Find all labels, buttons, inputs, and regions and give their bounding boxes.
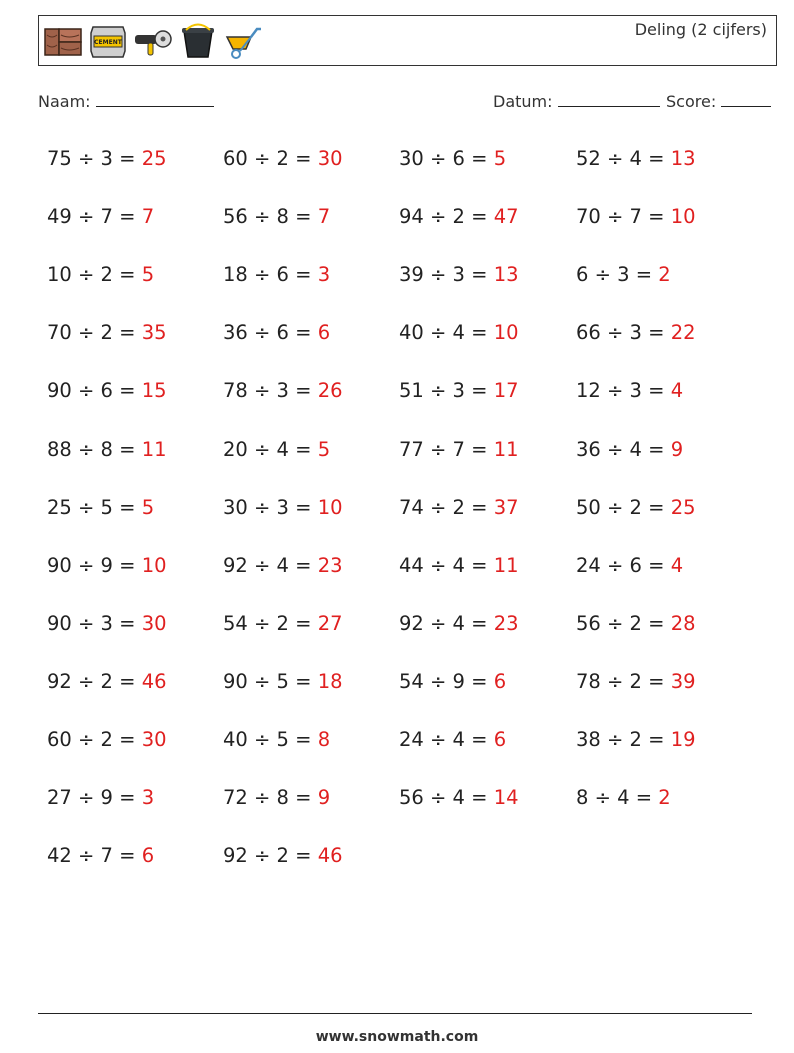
problem-item — [47, 321, 167, 344]
date-blank-line[interactable] — [558, 92, 660, 107]
problem-question: 49 ÷ 7 = — [47, 205, 142, 229]
angle-grinder-icon — [133, 21, 173, 61]
wood-planks-icon — [43, 21, 83, 61]
problem-answer: 6 — [317, 321, 331, 345]
problem-answer: 23 — [317, 553, 343, 577]
problem-question: 24 ÷ 4 = — [399, 728, 494, 751]
problem-question: 92 ÷ 4 = — [399, 611, 494, 635]
problem-answer: 8 — [317, 728, 331, 751]
problem-question: 20 ÷ 4 = — [223, 437, 318, 461]
problem-question: 94 ÷ 2 = — [399, 205, 494, 229]
problem-answer: 6 — [493, 669, 507, 693]
problem-item — [223, 438, 330, 461]
problem-question: 70 ÷ 7 = — [576, 205, 671, 229]
problem-question: 90 ÷ 9 = — [47, 553, 142, 577]
problem-question: 24 ÷ 6 = — [576, 553, 671, 577]
problem-item — [576, 496, 696, 519]
problem-question: 52 ÷ 4 = — [576, 147, 671, 170]
problem-answer: 11 — [493, 437, 519, 461]
problem-question: 6 ÷ 3 = — [576, 263, 659, 287]
problem-item — [223, 205, 330, 228]
score-field[interactable] — [666, 92, 771, 111]
problem-item — [576, 147, 696, 170]
problem-answer: 19 — [670, 728, 696, 751]
problem-question: 36 ÷ 4 = — [576, 437, 671, 461]
problem-item — [576, 786, 671, 809]
problem-answer: 9 — [670, 437, 684, 461]
wheelbarrow-icon — [223, 21, 263, 61]
problem-question: 92 ÷ 2 = — [223, 844, 318, 868]
problem-answer: 7 — [141, 205, 155, 229]
problem-answer: 4 — [670, 379, 684, 403]
problem-question: 44 ÷ 4 = — [399, 553, 494, 577]
problem-answer: 22 — [670, 321, 696, 345]
problem-question: 10 ÷ 2 = — [47, 263, 142, 287]
problem-question: 25 ÷ 5 = — [47, 495, 142, 519]
problem-item — [399, 263, 519, 286]
problem-answer: 6 — [493, 728, 507, 751]
problem-answer: 25 — [670, 495, 696, 519]
problem-answer: 35 — [141, 321, 167, 345]
problem-item — [576, 554, 683, 577]
problem-item — [399, 496, 519, 519]
problem-question: 70 ÷ 2 = — [47, 321, 142, 345]
problem-answer: 5 — [141, 495, 155, 519]
problem-answer: 13 — [670, 147, 696, 170]
problem-item — [399, 321, 519, 344]
problem-answer: 7 — [317, 205, 331, 229]
problem-answer: 23 — [493, 611, 519, 635]
problem-item — [576, 438, 683, 461]
problem-answer: 4 — [670, 553, 684, 577]
cement-label: CEMENT — [94, 39, 122, 46]
problem-question: 74 ÷ 2 = — [399, 495, 494, 519]
problem-item — [47, 263, 154, 286]
problem-answer: 30 — [141, 728, 167, 751]
problem-question: 92 ÷ 2 = — [47, 669, 142, 693]
problem-item — [399, 554, 519, 577]
problem-answer: 10 — [670, 205, 696, 229]
problem-answer: 14 — [493, 786, 519, 810]
problem-question: 18 ÷ 6 = — [223, 263, 318, 287]
problem-question: 40 ÷ 4 = — [399, 321, 494, 345]
problem-answer: 25 — [141, 147, 167, 170]
problem-item — [223, 670, 343, 693]
problem-answer: 11 — [141, 437, 167, 461]
problem-question: 75 ÷ 3 = — [47, 147, 142, 170]
problem-item — [576, 670, 696, 693]
cement-bag-icon — [88, 21, 128, 61]
name-label: Naam: — [38, 92, 91, 111]
problem-item — [223, 612, 343, 635]
problem-item — [576, 321, 696, 344]
problem-question: 12 ÷ 3 = — [576, 379, 671, 403]
problem-question: 50 ÷ 2 = — [576, 495, 671, 519]
problem-question: 30 ÷ 3 = — [223, 495, 318, 519]
problem-answer: 18 — [317, 669, 343, 693]
score-blank-line[interactable] — [721, 92, 771, 107]
problem-question: 56 ÷ 4 = — [399, 786, 494, 810]
problem-item — [223, 321, 330, 344]
problem-answer: 2 — [658, 263, 671, 287]
problem-question: 36 ÷ 6 = — [223, 321, 318, 345]
worksheet-header — [38, 15, 777, 66]
problem-question: 39 ÷ 3 = — [399, 263, 494, 287]
problem-item — [223, 496, 343, 519]
name-blank-line[interactable] — [96, 92, 214, 107]
problem-answer: 13 — [493, 263, 519, 287]
problem-item — [399, 438, 519, 461]
problem-item — [223, 728, 330, 751]
footer-url[interactable]: www.snowmath.com — [315, 1029, 479, 1045]
problem-item — [399, 379, 519, 402]
problem-answer: 47 — [493, 205, 519, 229]
problem-answer: 6 — [141, 844, 155, 868]
problem-answer: 9 — [317, 786, 331, 810]
problem-item — [399, 728, 506, 751]
problem-question: 92 ÷ 4 = — [223, 553, 318, 577]
problem-question: 77 ÷ 7 = — [399, 437, 494, 461]
problem-item — [47, 205, 154, 228]
problem-item — [399, 147, 506, 170]
problem-question: 38 ÷ 2 = — [576, 728, 671, 751]
problem-question: 60 ÷ 2 = — [223, 147, 318, 170]
problem-item — [47, 786, 154, 809]
problem-answer: 10 — [141, 553, 167, 577]
problem-item — [576, 379, 683, 402]
problem-answer: 46 — [141, 669, 167, 693]
problem-item — [223, 147, 343, 170]
problem-item — [576, 263, 671, 286]
date-field[interactable] — [493, 92, 660, 111]
name-field[interactable] — [38, 92, 214, 111]
problem-answer: 5 — [493, 147, 507, 170]
problem-item — [47, 496, 154, 519]
problem-item — [47, 379, 167, 402]
worksheet-title: Deling (2 cijfers) — [634, 20, 767, 39]
problem-question: 90 ÷ 3 = — [47, 611, 142, 635]
problem-answer: 37 — [493, 495, 519, 519]
problem-item — [399, 205, 519, 228]
problem-question: 56 ÷ 8 = — [223, 205, 318, 229]
problem-item — [399, 670, 506, 693]
problem-answer: 26 — [317, 379, 343, 403]
problem-item — [47, 844, 154, 867]
problem-answer: 10 — [317, 495, 343, 519]
problem-item — [223, 786, 330, 809]
problem-question: 40 ÷ 5 = — [223, 728, 318, 751]
score-label: Score: — [666, 92, 717, 111]
problem-item — [47, 147, 167, 170]
problem-item — [576, 612, 696, 635]
problem-question: 8 ÷ 4 = — [576, 786, 659, 810]
problem-question: 42 ÷ 7 = — [47, 844, 142, 868]
problem-item — [47, 612, 167, 635]
date-label: Datum: — [493, 92, 553, 111]
problem-question: 51 ÷ 3 = — [399, 379, 494, 403]
problem-question: 54 ÷ 2 = — [223, 611, 318, 635]
problem-item — [223, 844, 343, 867]
problem-answer: 10 — [493, 321, 519, 345]
problem-question: 27 ÷ 9 = — [47, 786, 142, 810]
problem-item — [223, 554, 343, 577]
problem-answer: 30 — [317, 147, 343, 170]
problem-question: 72 ÷ 8 = — [223, 786, 318, 810]
problem-item — [576, 205, 696, 228]
problem-question: 90 ÷ 6 = — [47, 379, 142, 403]
problem-answer: 46 — [317, 844, 343, 868]
problem-answer: 3 — [317, 263, 331, 287]
problem-item — [47, 670, 167, 693]
problem-answer: 30 — [141, 611, 167, 635]
problem-answer: 39 — [670, 669, 696, 693]
problem-item — [223, 379, 343, 402]
problem-answer: 27 — [317, 611, 343, 635]
problem-item — [576, 728, 696, 751]
problem-answer: 17 — [493, 379, 519, 403]
problem-answer: 3 — [141, 786, 155, 810]
footer-divider — [38, 1013, 752, 1014]
problem-question: 56 ÷ 2 = — [576, 611, 671, 635]
problem-item — [399, 786, 519, 809]
problem-item — [47, 438, 167, 461]
problem-answer: 15 — [141, 379, 167, 403]
problem-question: 78 ÷ 3 = — [223, 379, 318, 403]
problem-question: 66 ÷ 3 = — [576, 321, 671, 345]
problem-answer: 5 — [141, 263, 155, 287]
problem-answer: 11 — [493, 553, 519, 577]
problem-answer: 2 — [658, 786, 671, 810]
problem-answer: 5 — [317, 437, 331, 461]
problem-answer: 28 — [670, 611, 696, 635]
problem-item — [47, 728, 167, 751]
problem-question: 90 ÷ 5 = — [223, 669, 318, 693]
problem-question: 88 ÷ 8 = — [47, 437, 142, 461]
problem-item — [399, 612, 519, 635]
problem-question: 54 ÷ 9 = — [399, 669, 494, 693]
problem-question: 78 ÷ 2 = — [576, 669, 671, 693]
bucket-icon — [178, 21, 218, 61]
header-icons — [43, 20, 263, 62]
problem-question: 30 ÷ 6 = — [399, 147, 494, 170]
problem-item — [223, 263, 330, 286]
problem-item — [47, 554, 167, 577]
problem-question: 60 ÷ 2 = — [47, 728, 142, 751]
